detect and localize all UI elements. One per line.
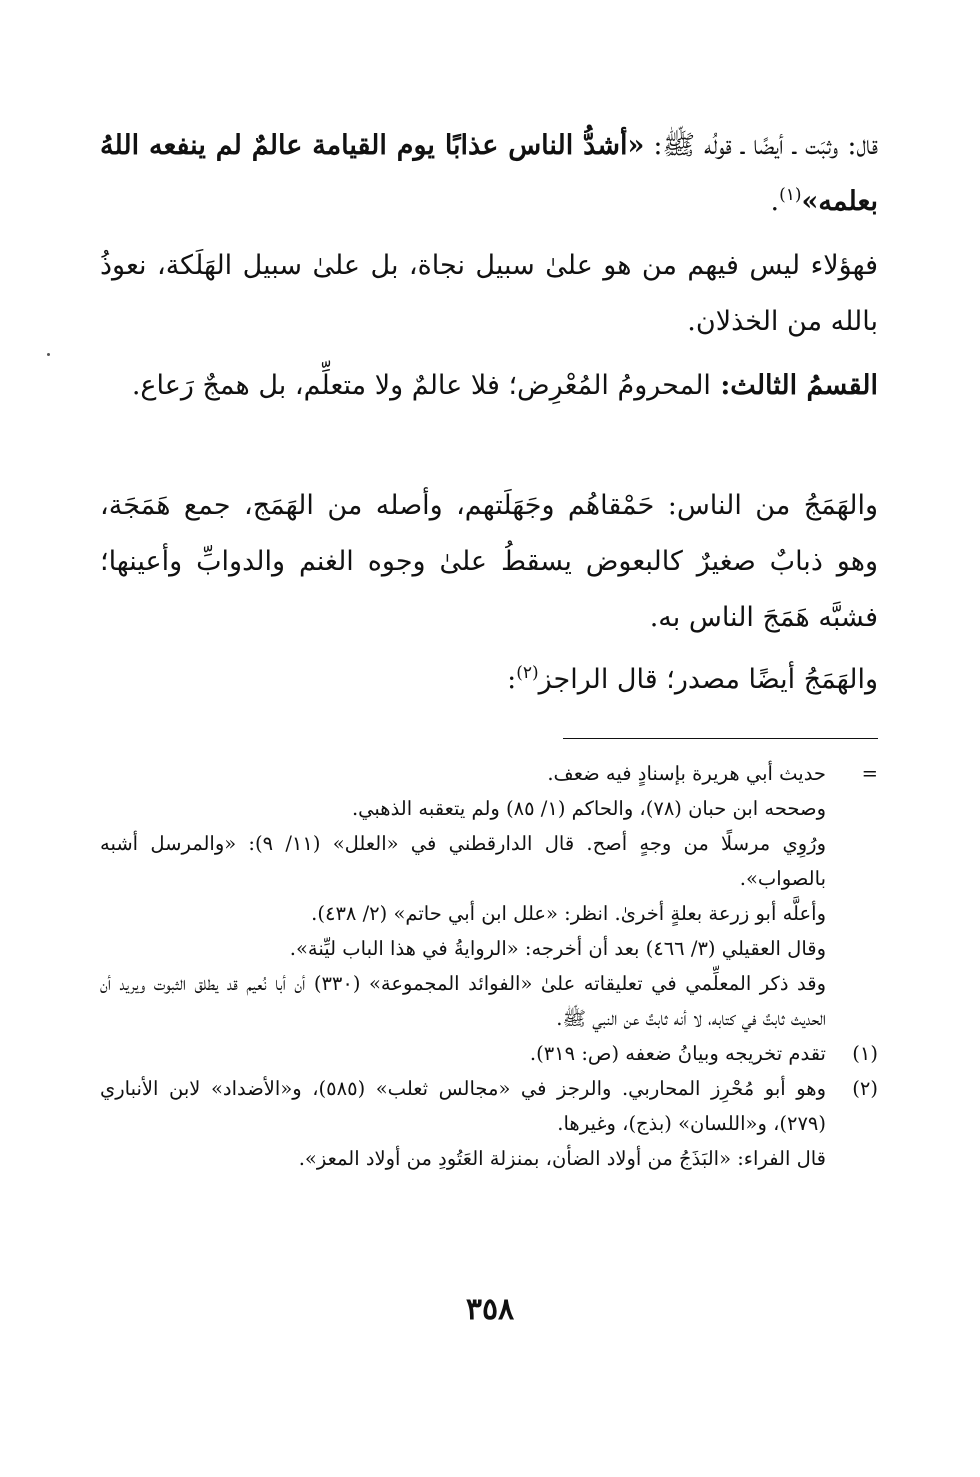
footnotes <box>100 756 878 1176</box>
footnote-line: وقال العقيلي (٣/ ٤٦٦) بعد أن أخرجه: «الروايةُ في هذا الباب ليِّنة». <box>289 937 826 960</box>
paragraph-third-section <box>100 358 878 414</box>
footnote-line: وقد ذكر المعلِّمي في تعليقاته علىٰ «الفوائد المجموعة» (٣٣٠) أن أبا نُعيم قد يطلق الثبوت ويريد أن الحديث ثابتٌ في كتابه، لا أنه ثابتٌ عن النبي ﷺ. <box>100 972 826 1030</box>
footnote-line: حديث أبي هريرة بإسنادٍ فيه ضعف. <box>547 762 826 785</box>
hadith-quote: «أشدُّ الناس عذابًا يوم القيامة عالمٌ لم ينفعه اللهُ بعلمه» <box>100 130 878 217</box>
paragraph-second-group <box>100 238 878 350</box>
paragraph-text: المحرومُ المُعْرِض؛ فلا عالمٌ ولا متعلِّم، بل همجٌ رَعاع. <box>131 370 711 401</box>
page-number: ٣٥٨ <box>465 1292 515 1327</box>
footnote-continuation <box>100 756 878 1036</box>
paragraph-lead: قال: وثبَت ـ أيضًا ـ قولُه ﷺ: <box>644 130 878 161</box>
paragraph-hamaj-definition <box>100 478 878 646</box>
footnote-body <box>100 1036 826 1071</box>
footnote-ref-2: (٢) <box>516 663 539 683</box>
scan-speck <box>47 353 50 356</box>
paragraph-hamaj-masdar <box>100 652 878 708</box>
footnote-body <box>100 1071 826 1176</box>
paragraph-hadith <box>100 118 878 230</box>
footnote-line: وأعلَّه أبو زرعة بعلةٍ أخرىٰ. انظر: «علل ابن أبي حاتم» (٢/ ٤٣٨). <box>311 902 826 925</box>
footnote-ref-1: (١) <box>779 185 802 205</box>
section-heading: القسمُ الثالث: <box>710 370 878 401</box>
footnote-1 <box>100 1036 878 1071</box>
footnote-body <box>100 756 826 1036</box>
footnote-line: تقدم تخريجه وبيانُ ضعفه (ص: ٣١٩). <box>529 1042 826 1065</box>
continuation-mark: = <box>861 762 878 785</box>
footnote-line: وهو أبو مُحْرِز المحاربي. والرجز في «مجالس ثعلب» (٥٨٥)، و«الأضداد» لابن الأنباري (٢٧٩)، و«اللسان» (بذج)، وغيرها. <box>100 1077 826 1135</box>
footnote-number: (١) <box>852 1042 878 1065</box>
footnote-line: قال الفراء: «البَذَجُ من أولاد الضأن، بمنزلة العَتُودِ من أولاد المعز». <box>298 1147 826 1170</box>
footnote-line: ورُوِي مرسلًا من وجهٍ أصح. قال الدارقطني في «العلل» (١١/ ٩): «والمرسل أشبه بالصواب». <box>100 832 826 890</box>
paragraph-text: والهَمَجُ أيضًا مصدر؛ قال الراجز <box>538 664 878 695</box>
paragraph-text: فهؤلاء ليس فيهم من هو علىٰ سبيل نجاة، بل علىٰ سبيل الهَلَكة، نعوذُ بالله من الخذلان. <box>100 250 878 337</box>
paragraph-end: . <box>770 186 780 217</box>
paragraph-end: : <box>507 664 517 695</box>
footnote-separator <box>563 738 878 739</box>
footnote-number: (٢) <box>852 1077 878 1100</box>
footnote-2 <box>100 1071 878 1176</box>
footnote-line: وصححه ابن حبان (٧٨)، والحاكم (١/ ٨٥) ولم يتعقبه الذهبي. <box>351 797 826 820</box>
paragraph-text: والهَمَجُ من الناس: حَمْقاهُم وجَهَلَتهم، وأصله من الهَمَج، جمع هَمَجَة، وهو ذبابٌ صغيرٌ كالبعوض يسقطُ علىٰ وجوه الغنم والدوابِّ وأعينها؛ فشبَّه هَمَجَ الناس به. <box>100 490 878 633</box>
